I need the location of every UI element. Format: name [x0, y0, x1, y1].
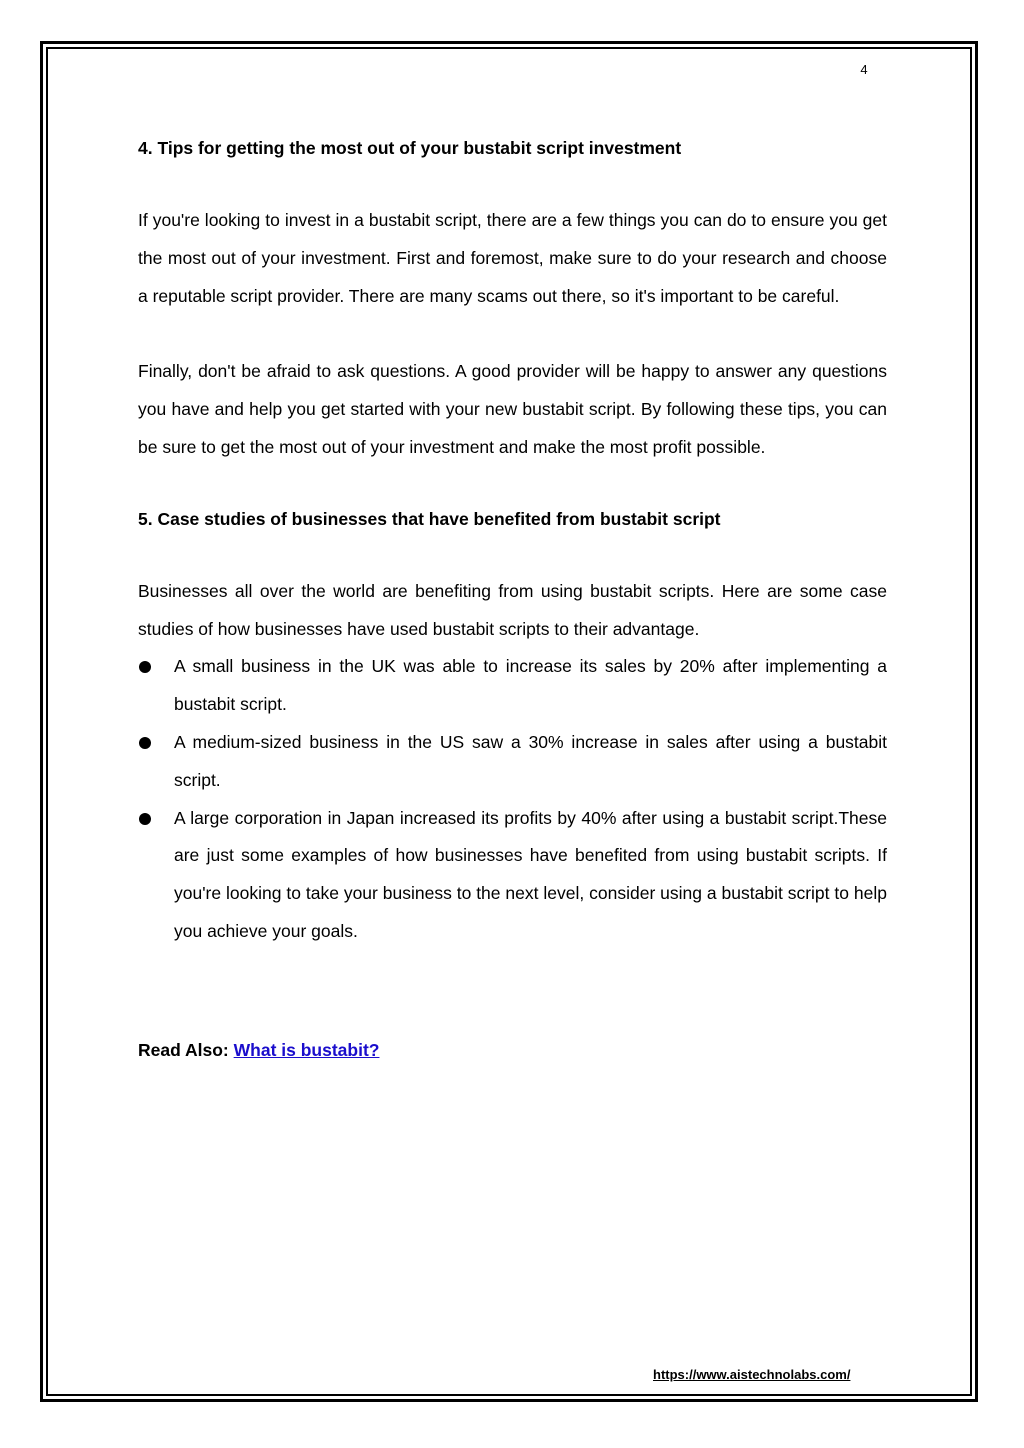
list-item [138, 800, 887, 951]
list-item-text: A large corporation in Japan increased its profits by 40% after using a bustabit script.These are just some examples of how businesses have benefited from using bustabit scripts. If you're looking to take your business to the next level, consider using a bustabit script to help you achieve your goals. [174, 807, 887, 941]
bullet-icon [139, 737, 151, 749]
footer-url-link[interactable]: https://www.aistechnolabs.com/ [653, 1367, 851, 1382]
section-4-paragraph-1: If you're looking to invest in a bustabit script, there are a few things you can do to ensure you get the most out of your investment. First and foremost, make sure to do your research and choose a reputable script provider. There are many scams out there, so it's important to be careful. [138, 210, 887, 306]
section-5-heading: 5. Case studies of businesses that have benefited from bustabit script [138, 508, 721, 529]
list-item-text: A medium-sized business in the US saw a 30% increase in sales after using a bustabit script. [174, 731, 887, 790]
section-4-paragraph-2: Finally, don't be afraid to ask questions. A good provider will be happy to answer any questions you have and help you get started with your new bustabit script. By following these tips, you can be sure to get the most out of your investment and make the most profit possible. [138, 361, 887, 457]
document-body [138, 134, 887, 1064]
list-item [138, 724, 887, 800]
page-number: 4 [860, 62, 868, 77]
read-also [138, 1036, 887, 1064]
case-study-list [138, 648, 887, 950]
section-5-intro: Businesses all over the world are benefiting from using bustabit scripts. Here are some case studies of how businesses have used bustabit scripts to their advantage. [138, 580, 887, 639]
bullet-icon [139, 661, 151, 673]
section-4-heading: 4. Tips for getting the most out of your bustabit script investment [138, 138, 682, 158]
read-also-link[interactable]: What is bustabit? [233, 1039, 380, 1060]
read-also-label: Read Also: [138, 1039, 229, 1060]
list-item-text: A small business in the UK was able to increase its sales by 20% after implementing a bustabit script. [174, 656, 887, 715]
list-item [138, 648, 887, 724]
bullet-icon [139, 813, 151, 825]
